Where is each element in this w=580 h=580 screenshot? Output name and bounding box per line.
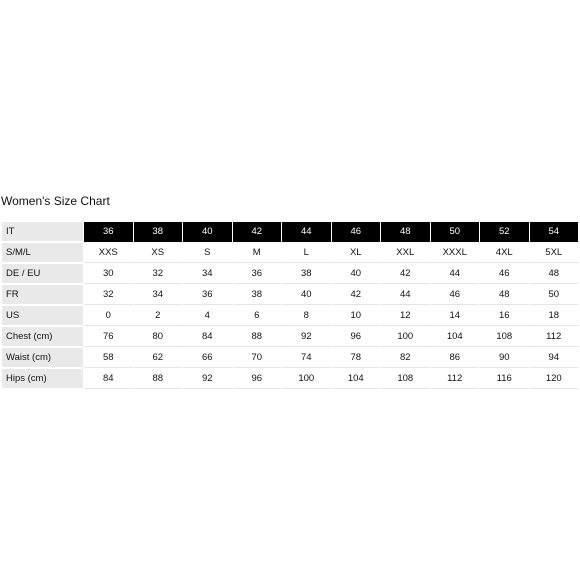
header-size-cell: 42 [233,222,282,242]
row-label: Hips (cm) [2,369,83,389]
size-value-cell: 90 [480,348,529,368]
row-label: IT [2,222,83,242]
size-value-cell: 100 [381,327,430,347]
header-size-cell: 50 [431,222,480,242]
header-size-cell: 46 [332,222,381,242]
size-value-cell: 92 [183,369,232,389]
size-value-cell: 48 [480,285,529,305]
table-row [2,348,578,368]
size-value-cell: M [233,243,282,263]
table-row [2,285,578,305]
size-value-cell: 12 [381,306,430,326]
size-value-cell: 94 [530,348,579,368]
size-value-cell: XXL [381,243,430,263]
row-label: Waist (cm) [2,348,83,368]
row-label: DE / EU [2,264,83,284]
size-value-cell: 70 [233,348,282,368]
size-value-cell: S [183,243,232,263]
size-value-cell: 112 [530,327,579,347]
size-value-cell: XXS [84,243,133,263]
size-value-cell: 6 [233,306,282,326]
size-value-cell: 76 [84,327,133,347]
size-value-cell: 34 [183,264,232,284]
size-value-cell: 92 [282,327,331,347]
size-value-cell: 10 [332,306,381,326]
size-value-cell: 44 [381,285,430,305]
size-value-cell: 84 [84,369,133,389]
size-value-cell: 8 [282,306,331,326]
size-value-cell: 84 [183,327,232,347]
size-value-cell: 66 [183,348,232,368]
size-value-cell: 36 [233,264,282,284]
header-size-cell: 36 [84,222,133,242]
size-value-cell: 40 [332,264,381,284]
size-value-cell: 108 [480,327,529,347]
size-value-cell: 50 [530,285,579,305]
size-value-cell: 32 [84,285,133,305]
size-value-cell: 116 [480,369,529,389]
size-value-cell: 112 [431,369,480,389]
size-value-cell: 74 [282,348,331,368]
size-value-cell: 32 [134,264,183,284]
header-row-it [2,222,578,242]
size-value-cell: 30 [84,264,133,284]
size-chart-table [1,221,579,390]
header-size-cell: 38 [134,222,183,242]
size-value-cell: 36 [183,285,232,305]
size-value-cell: 96 [233,369,282,389]
size-value-cell: 14 [431,306,480,326]
size-value-cell: 88 [134,369,183,389]
size-chart-body [2,222,578,389]
row-label: S/M/L [2,243,83,263]
size-value-cell: 58 [84,348,133,368]
size-value-cell: L [282,243,331,263]
table-row [2,369,578,389]
header-size-cell: 52 [480,222,529,242]
table-row [2,264,578,284]
size-value-cell: 5XL [530,243,579,263]
size-value-cell: 0 [84,306,133,326]
row-label: FR [2,285,83,305]
size-value-cell: XXXL [431,243,480,263]
size-value-cell: 42 [381,264,430,284]
size-value-cell: 38 [233,285,282,305]
size-value-cell: 86 [431,348,480,368]
size-value-cell: 80 [134,327,183,347]
size-value-cell: 4XL [480,243,529,263]
size-value-cell: 48 [530,264,579,284]
chart-title: Women's Size Chart [1,194,110,208]
size-value-cell: 34 [134,285,183,305]
row-label: Chest (cm) [2,327,83,347]
table-row [2,306,578,326]
size-value-cell: 4 [183,306,232,326]
header-size-cell: 54 [530,222,579,242]
size-value-cell: 42 [332,285,381,305]
row-label: US [2,306,83,326]
size-value-cell: 46 [431,285,480,305]
size-value-cell: 120 [530,369,579,389]
size-value-cell: 46 [480,264,529,284]
size-value-cell: 2 [134,306,183,326]
size-value-cell: 38 [282,264,331,284]
header-size-cell: 44 [282,222,331,242]
table-row [2,243,578,263]
size-value-cell: 78 [332,348,381,368]
size-value-cell: 16 [480,306,529,326]
header-size-cell: 40 [183,222,232,242]
size-value-cell: 108 [381,369,430,389]
size-value-cell: 82 [381,348,430,368]
size-value-cell: 104 [431,327,480,347]
size-value-cell: XS [134,243,183,263]
size-value-cell: 88 [233,327,282,347]
size-value-cell: 100 [282,369,331,389]
size-value-cell: 40 [282,285,331,305]
header-size-cell: 48 [381,222,430,242]
size-value-cell: 104 [332,369,381,389]
size-value-cell: 44 [431,264,480,284]
size-value-cell: 96 [332,327,381,347]
table-row [2,327,578,347]
size-value-cell: 18 [530,306,579,326]
size-value-cell: 62 [134,348,183,368]
size-value-cell: XL [332,243,381,263]
